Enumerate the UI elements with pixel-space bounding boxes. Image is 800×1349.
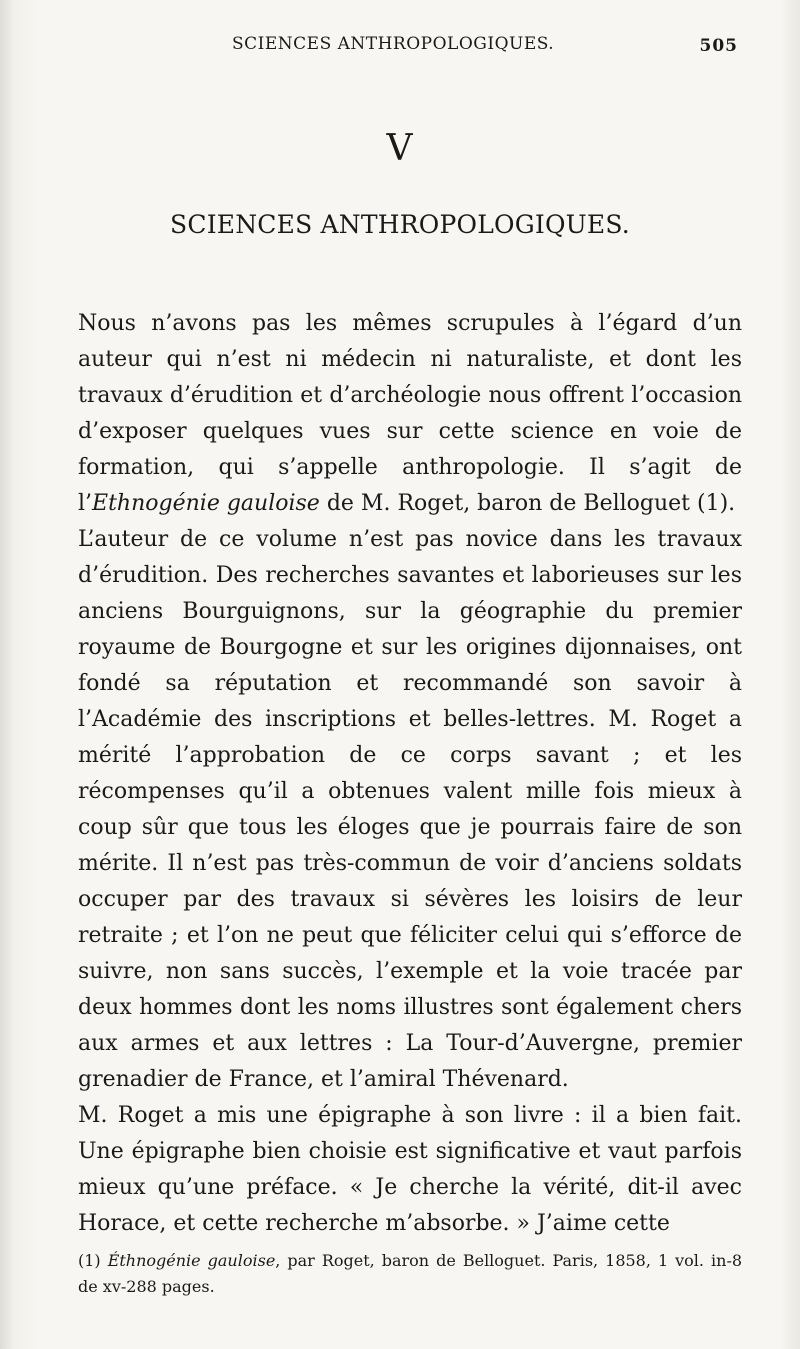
book-title-italic: Ethnogénie gauloise (92, 491, 320, 516)
page-header (0, 34, 800, 64)
paragraph-3: M. Roget a mis une épigraphe à son livre : il a bien fait. Une épigraphe bien choisie est significative et vaut parfois mieux qu’une préface. « Je cherche la vérité, dit-il avec Horace, et cette recherche m’absorbe. » J’aime cette (78, 1103, 742, 1236)
footnote (78, 1248, 742, 1300)
section-numeral: V (386, 128, 414, 169)
paragraph-1-text-start: Nous n’avons pas les mêmes scrupules à l’égard d’un auteur qui n’est ni médecin ni naturaliste, et dont les travaux d’érudition et d’archéologie nous offrent l’occasion d’exposer quelques vues sur cette science en voie de formation, qui s’appelle anthropologie. Il s’agit de l’ (78, 311, 742, 516)
running-head: SCIENCES ANTHROPOLOGIQUES. (232, 34, 555, 54)
body-text (78, 306, 742, 1242)
footnote-text: , par Roget, baron de Belloguet. Paris, 1858, 1 vol. in-8 de xv-288 pages. (78, 1251, 743, 1296)
footnote-marker: (1) (78, 1251, 108, 1270)
page-number: 505 (699, 36, 738, 56)
section-title: SCIENCES ANTHROPOLOGIQUES. (170, 210, 630, 239)
footnote-title-italic: Éthnogénie gauloise (107, 1251, 276, 1270)
paragraph-1 (78, 306, 742, 522)
paragraph-2: L’auteur de ce volume n’est pas novice dans les travaux d’érudition. Des recherches savantes et laborieuses sur les anciens Bourguignons, sur la géographie du premier royaume de Bourgogne et sur les origines dijonnaises, ont fondé sa réputation et recommandé son savoir à l’Académie des inscriptions et belles-lettres. M. Roget a mérité l’approbation de ce corps savant ; et les récompenses qu’il a obtenues valent mille fois mieux à coup sûr que tous les éloges que je pourrais faire de son mérite. Il n’est pas très-commun de voir d’anciens soldats occuper par des travaux si sévères les loisirs de leur retraite ; et l’on ne peut que féliciter celui qui s’efforce de suivre, non sans succès, l’exemple et la voie tracée par deux hommes dont les noms illustres sont également chers aux armes et aux lettres : La Tour-d’Auvergne, premier grenadier de France, et l’amiral Thévenard. (78, 527, 742, 1092)
paragraph-1-text-end: de M. Roget, baron de Belloguet (1). (319, 491, 736, 516)
